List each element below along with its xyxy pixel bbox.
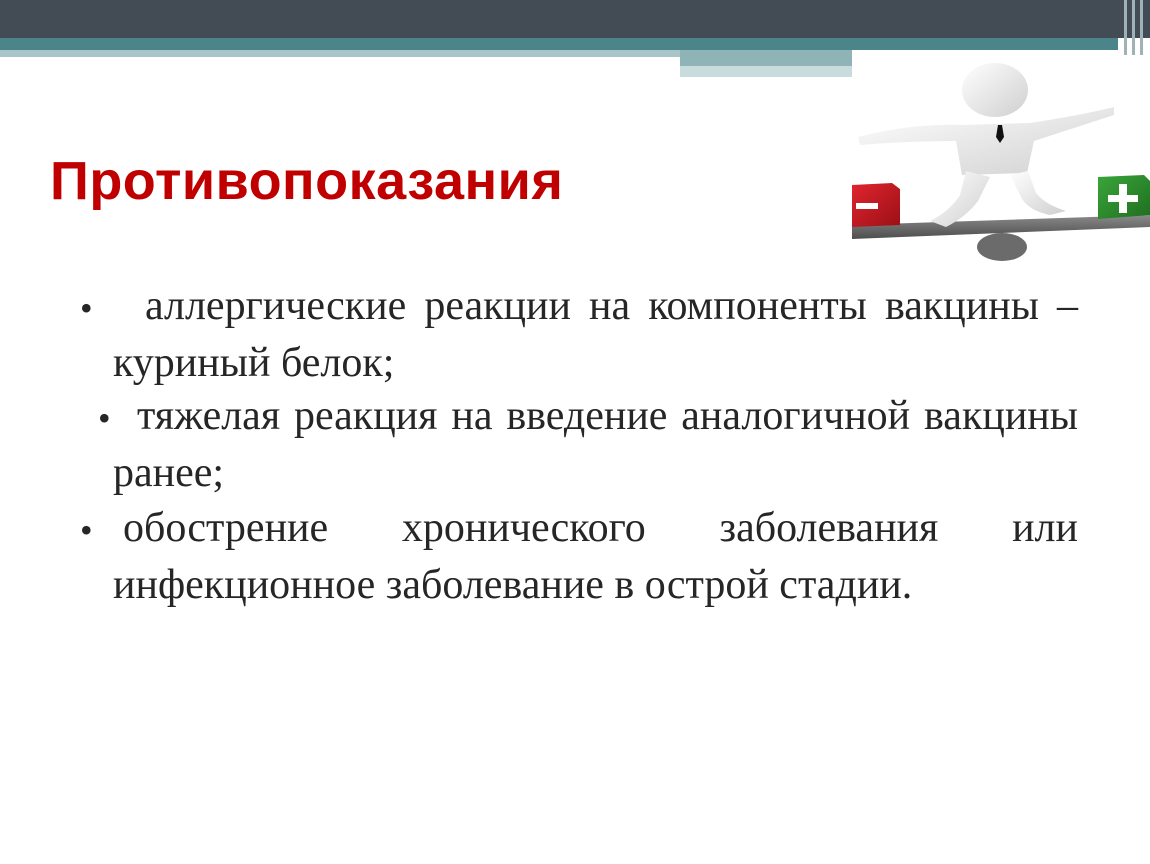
header-bar-dark <box>0 0 1150 38</box>
bullet-item-2 <box>98 388 1078 502</box>
bullet-dot: • <box>98 398 111 438</box>
bullet-text: обострение хронического заболевания или инфекционное заболевание в острой стадии. <box>113 505 1078 608</box>
header-bar-accent-light <box>680 66 852 77</box>
bullet-dot: • <box>80 510 93 550</box>
plus-block <box>1098 175 1150 219</box>
header-bar-accent <box>680 50 852 66</box>
slide-title: Противопоказания <box>50 151 564 211</box>
bullet-text: аллергические реакции на компоненты вакцины – куриный белок; <box>113 283 1078 386</box>
bullet-dot: • <box>80 288 93 328</box>
header-bar-teal <box>0 38 1118 50</box>
header-bar-light <box>0 50 680 57</box>
bullet-text: тяжелая реакция на введение аналогичной вакцины ранее; <box>113 393 1078 496</box>
person-balancing-seesaw-illustration <box>852 55 1150 261</box>
header-corner-lines <box>1118 0 1150 55</box>
seesaw-pivot <box>977 233 1027 261</box>
minus-block <box>852 183 900 227</box>
bullet-item-3 <box>80 500 1078 614</box>
bullet-item-1 <box>80 278 1078 392</box>
